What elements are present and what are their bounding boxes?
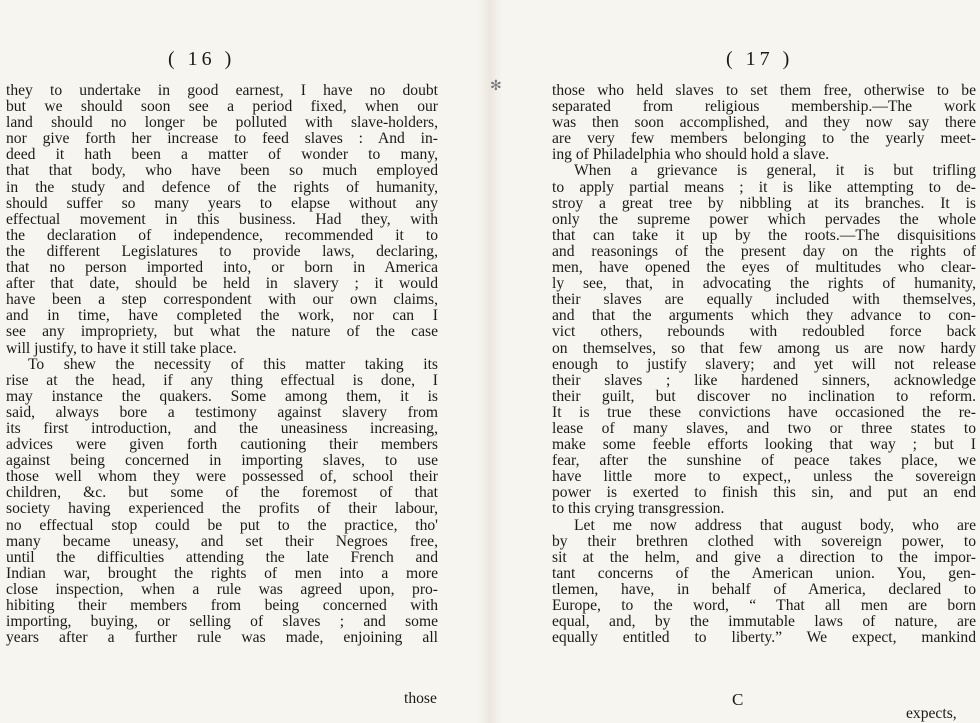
text-line: years after a further rule was made, enjoining all: [6, 629, 438, 647]
text-line: to apply partial means ; it is like attempting to de-: [552, 178, 976, 196]
text-line: close inspection, when a rule was agreed upon, pro-: [6, 580, 438, 598]
text-line: separated from religious membership.—The work: [552, 98, 976, 116]
text-line: When a grievance is general, it is but trifling: [574, 162, 976, 180]
text-line: To shew the necessity of this matter taking its: [28, 355, 438, 373]
text-line: society having experienced the profits of their labour,: [6, 500, 438, 518]
text-line: by their brethren clothed with sovereign power, to: [552, 532, 976, 550]
text-line: hibiting their members from being concerned with: [6, 597, 438, 614]
right-catchword: expects,: [906, 705, 957, 722]
text-line: in the study and defence of the rights of humanity,: [6, 178, 438, 196]
text-line: land should no longer be polluted with slave-holders,: [6, 114, 438, 132]
text-line: many became uneasy, and set their Negroes free,: [6, 532, 438, 550]
text-line: until the difficulties attending the late French and: [6, 548, 438, 566]
text-line: ly see, that, in advocating the rights of humanity,: [552, 275, 976, 293]
text-line: to this crying transgression.: [552, 500, 725, 518]
text-line: tlemen, have, in behalf of America, declared to: [552, 580, 976, 598]
left-catchword: those: [404, 690, 437, 707]
right-page: [500, 0, 980, 723]
text-line: said, always bore a testimony against slavery from: [6, 403, 438, 421]
text-line: was then soon accomplished, and they now say there: [552, 114, 976, 132]
text-line: the declaration of independence, recommended it to: [6, 226, 438, 244]
text-line: fear, after the sunshine of peace takes place, we: [552, 452, 976, 470]
text-line: lease of many slaves, and two or three states to: [552, 419, 976, 437]
text-line: sit at the helm, and give a direction to the impor-: [552, 548, 976, 566]
text-line: enough to justify slavery; and yet will not release: [552, 355, 976, 373]
text-line: after that date, should be held in slavery ; it would: [6, 275, 438, 293]
text-line: that no person imported into, or born in America: [6, 259, 438, 277]
text-line: vict others, rebounds with redoubled force back: [552, 323, 976, 341]
text-line: their slaves ; like hardened sinners, acknowledge: [552, 371, 976, 389]
text-line: and in time, have completed the work, nor can I: [6, 307, 438, 325]
text-line: It is true these convictions have occasioned the re-: [552, 403, 976, 421]
book-gutter: [478, 0, 502, 723]
text-line: will justify, to have it still take place.: [6, 339, 237, 357]
text-line: and reasonings of the present day on the rights of: [552, 242, 976, 260]
text-line: effectual movement in this business. Had they, with: [6, 210, 438, 228]
left-page: [0, 0, 480, 723]
text-line: and that the arguments which they advance to con-: [552, 307, 976, 325]
text-line: equally entitled to liberty.” We expect, mankind: [552, 629, 976, 647]
text-line: deed it hath been a matter of wonder to many,: [6, 146, 438, 164]
text-line: Europe, to the word, “ That all men are born: [552, 597, 976, 614]
text-line: Indian war, brought the rights of men into a more: [6, 564, 438, 582]
text-line: may instance the quakers. Some among them, it is: [6, 387, 438, 405]
text-line: tant concerns of the American union. You, gen-: [552, 564, 976, 582]
text-line: its first introduction, and the uneasiness increasing,: [6, 419, 438, 437]
text-line: but we should soon see a period fixed, when our: [6, 98, 438, 116]
text-line: their slaves are equally included with themselves,: [552, 291, 976, 309]
text-line: have been a step correspondent with our own claims,: [6, 291, 438, 309]
signature-mark: C: [732, 690, 744, 709]
text-line: no effectual stop could be put to the practice, tho': [6, 516, 438, 534]
text-line: those who held slaves to set them free, otherwise to be: [552, 82, 976, 99]
text-line: men, have opened the eyes of multitudes who clear-: [552, 259, 976, 277]
left-page-body: [6, 83, 438, 646]
text-line: see any impropriety, but what the nature of the case: [6, 323, 438, 341]
text-line: that can take it up by the roots.—The disquisitions: [552, 226, 976, 244]
text-line: stroy a great tree by nibbling at its branches. It is: [552, 194, 976, 212]
text-line: those well whom they were possessed of, school their: [6, 468, 438, 486]
text-line: ing of Philadelphia who should hold a slave.: [552, 146, 830, 164]
text-line: rise at the head, if any thing effectual is done, I: [6, 371, 438, 389]
left-page-number: ( 16 ): [168, 48, 236, 70]
right-page-number: ( 17 ): [726, 48, 794, 70]
text-line: power is exerted to finish this sin, and put an end: [552, 484, 976, 502]
ink-blot-mark: ✻: [490, 79, 502, 94]
text-line: they to undertake in good earnest, I have no doubt: [6, 82, 438, 99]
text-line: have little more to expect,, unless the sovereign: [552, 468, 976, 486]
text-line: advices were given forth cautioning their members: [6, 436, 438, 454]
text-line: equal, and, by the immutable laws of nature, are: [552, 613, 976, 631]
text-line: their guilt, but discover no inclination to reform.: [552, 387, 976, 405]
text-line: importing, buying, or selling of slaves ; and some: [6, 613, 438, 631]
text-line: on themselves, so that few among us are now hardy: [552, 339, 976, 357]
text-line: the different Legislatures to provide laws, declaring,: [6, 242, 438, 260]
text-line: nor give forth her increase to feed slaves : And in-: [6, 130, 438, 148]
text-line: only the supreme power which pervades the whole: [552, 210, 976, 228]
text-line: are very few members belonging to the yearly meet-: [552, 130, 976, 148]
text-line: that that body, who have been so much employed: [6, 162, 438, 180]
text-line: should suffer so many years to elapse without any: [6, 194, 438, 212]
text-line: against being concerned in importing slaves, to use: [6, 452, 438, 470]
text-line: make some feeble efforts looking that way ; but I: [552, 436, 976, 454]
text-line: Let me now address that august body, who are: [574, 516, 976, 534]
text-line: children, &c. but some of the foremost of that: [6, 484, 438, 502]
right-page-body: [552, 83, 976, 646]
